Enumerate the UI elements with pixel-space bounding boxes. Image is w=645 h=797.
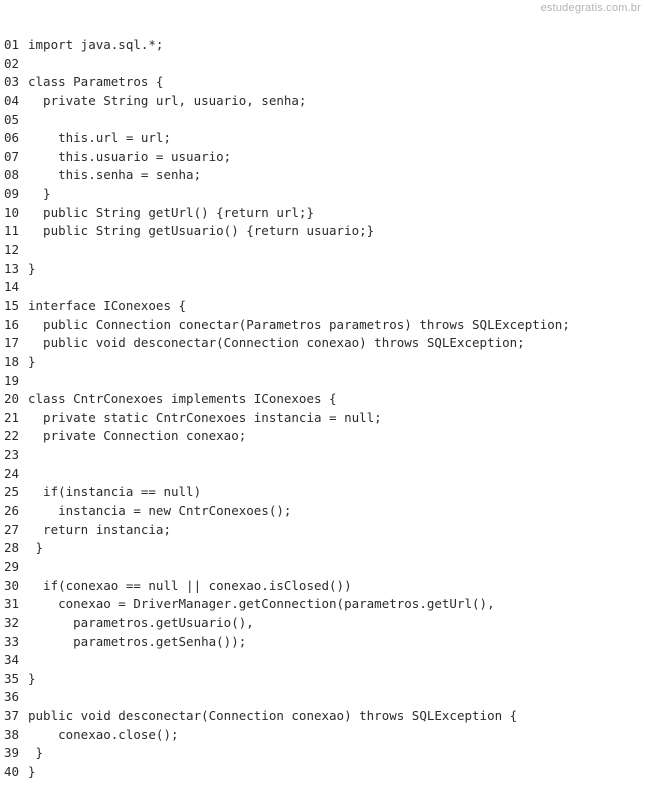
- watermark-text: estudegratis.com.br: [540, 2, 641, 14]
- line-number: 34: [4, 652, 20, 668]
- code-text: if(instancia == null): [28, 484, 202, 500]
- line-number: 14: [4, 279, 20, 295]
- line-number: 18: [4, 353, 20, 369]
- code-line: [4, 185, 570, 204]
- code-text: private Connection conexao;: [28, 428, 247, 444]
- code-line: [4, 129, 570, 148]
- code-line: [4, 502, 570, 521]
- code-line: [4, 204, 570, 223]
- code-line: [4, 111, 570, 130]
- code-text: class Parametros {: [28, 74, 164, 90]
- line-number: 35: [4, 670, 20, 686]
- code-text: }: [28, 670, 36, 686]
- code-text: parametros.getSenha());: [28, 633, 247, 649]
- code-text: import java.sql.*;: [28, 37, 164, 52]
- line-number: 36: [4, 689, 20, 705]
- code-line: [4, 260, 570, 279]
- code-line: [4, 36, 570, 55]
- code-text: }: [28, 260, 36, 276]
- code-line: [4, 409, 570, 428]
- code-line: [4, 614, 570, 633]
- code-text: }: [28, 186, 51, 202]
- code-text: public String getUrl() {return url;}: [28, 204, 314, 220]
- code-line: [4, 483, 570, 502]
- line-number: 16: [4, 316, 20, 332]
- line-number: 13: [4, 260, 20, 276]
- line-number: 10: [4, 204, 20, 220]
- code-text: conexao.close();: [28, 726, 179, 742]
- line-number: 40: [4, 763, 20, 779]
- code-text: conexao = DriverManager.getConnection(parametros.getUrl(),: [28, 596, 495, 612]
- code-line: [4, 558, 570, 577]
- line-number: 26: [4, 503, 20, 519]
- code-line: [4, 539, 570, 558]
- code-line: [4, 73, 570, 92]
- line-number: 31: [4, 596, 20, 612]
- line-number: 19: [4, 372, 20, 388]
- code-text: }: [28, 745, 44, 761]
- code-line: [4, 92, 570, 111]
- code-text: this.usuario = usuario;: [28, 148, 232, 164]
- line-number: 24: [4, 465, 20, 481]
- code-text: this.senha = senha;: [28, 167, 202, 183]
- line-number: 38: [4, 726, 20, 742]
- code-line: [4, 334, 570, 353]
- line-number: 30: [4, 577, 20, 593]
- line-number: 23: [4, 447, 20, 463]
- code-text: private static CntrConexoes instancia = null;: [28, 409, 382, 425]
- code-line: [4, 633, 570, 652]
- line-number: 03: [4, 74, 20, 90]
- line-number: 29: [4, 558, 20, 574]
- code-text: private String url, usuario, senha;: [28, 92, 307, 108]
- line-number: 12: [4, 242, 20, 258]
- code-line: [4, 372, 570, 391]
- code-line: [4, 726, 570, 745]
- code-text: }: [28, 353, 36, 369]
- code-text: public void desconectar(Connection conexao) throws SQLException;: [28, 335, 525, 351]
- code-line: [4, 390, 570, 409]
- line-number: 02: [4, 55, 20, 71]
- code-text: parametros.getUsuario(),: [28, 614, 254, 630]
- code-line: [4, 521, 570, 540]
- code-line: [4, 707, 570, 726]
- code-line: [4, 55, 570, 74]
- line-number: 05: [4, 111, 20, 127]
- code-line: [4, 595, 570, 614]
- code-line: [4, 278, 570, 297]
- code-line: [4, 688, 570, 707]
- code-text: public String getUsuario() {return usuario;}: [28, 223, 375, 239]
- code-line: [4, 744, 570, 763]
- line-number: 04: [4, 92, 20, 108]
- line-number: 06: [4, 130, 20, 146]
- line-number: 01: [4, 37, 20, 52]
- line-number: 17: [4, 335, 20, 351]
- line-number: 32: [4, 614, 20, 630]
- code-line: [4, 241, 570, 260]
- code-line: [4, 763, 570, 782]
- code-line: [4, 148, 570, 167]
- code-line: [4, 651, 570, 670]
- code-line: [4, 670, 570, 689]
- code-line: [4, 316, 570, 335]
- code-line: [4, 353, 570, 372]
- line-number: 27: [4, 521, 20, 537]
- code-listing: [4, 36, 570, 782]
- line-number: 22: [4, 428, 20, 444]
- code-text: public void desconectar(Connection conexao) throws SQLException {: [28, 708, 518, 724]
- code-text: class CntrConexoes implements IConexoes {: [28, 391, 337, 407]
- code-line: [4, 446, 570, 465]
- line-number: 09: [4, 186, 20, 202]
- code-line: [4, 166, 570, 185]
- code-line: [4, 222, 570, 241]
- code-text: return instancia;: [28, 521, 171, 537]
- code-text: }: [28, 540, 44, 556]
- code-line: [4, 297, 570, 316]
- line-number: 15: [4, 297, 20, 313]
- code-text: instancia = new CntrConexoes();: [28, 503, 292, 519]
- line-number: 20: [4, 391, 20, 407]
- line-number: 11: [4, 223, 20, 239]
- line-number: 25: [4, 484, 20, 500]
- code-line: [4, 577, 570, 596]
- line-number: 07: [4, 148, 20, 164]
- code-text: interface IConexoes {: [28, 297, 187, 313]
- line-number: 37: [4, 708, 20, 724]
- line-number: 33: [4, 633, 20, 649]
- code-line: [4, 465, 570, 484]
- code-text: if(conexao == null || conexao.isClosed()): [28, 577, 352, 593]
- line-number: 08: [4, 167, 20, 183]
- code-line: [4, 427, 570, 446]
- line-number: 28: [4, 540, 20, 556]
- line-number: 39: [4, 745, 20, 761]
- line-number: 21: [4, 409, 20, 425]
- code-text: this.url = url;: [28, 130, 171, 146]
- code-text: public Connection conectar(Parametros parametros) throws SQLException;: [28, 316, 570, 332]
- code-text: }: [28, 763, 36, 779]
